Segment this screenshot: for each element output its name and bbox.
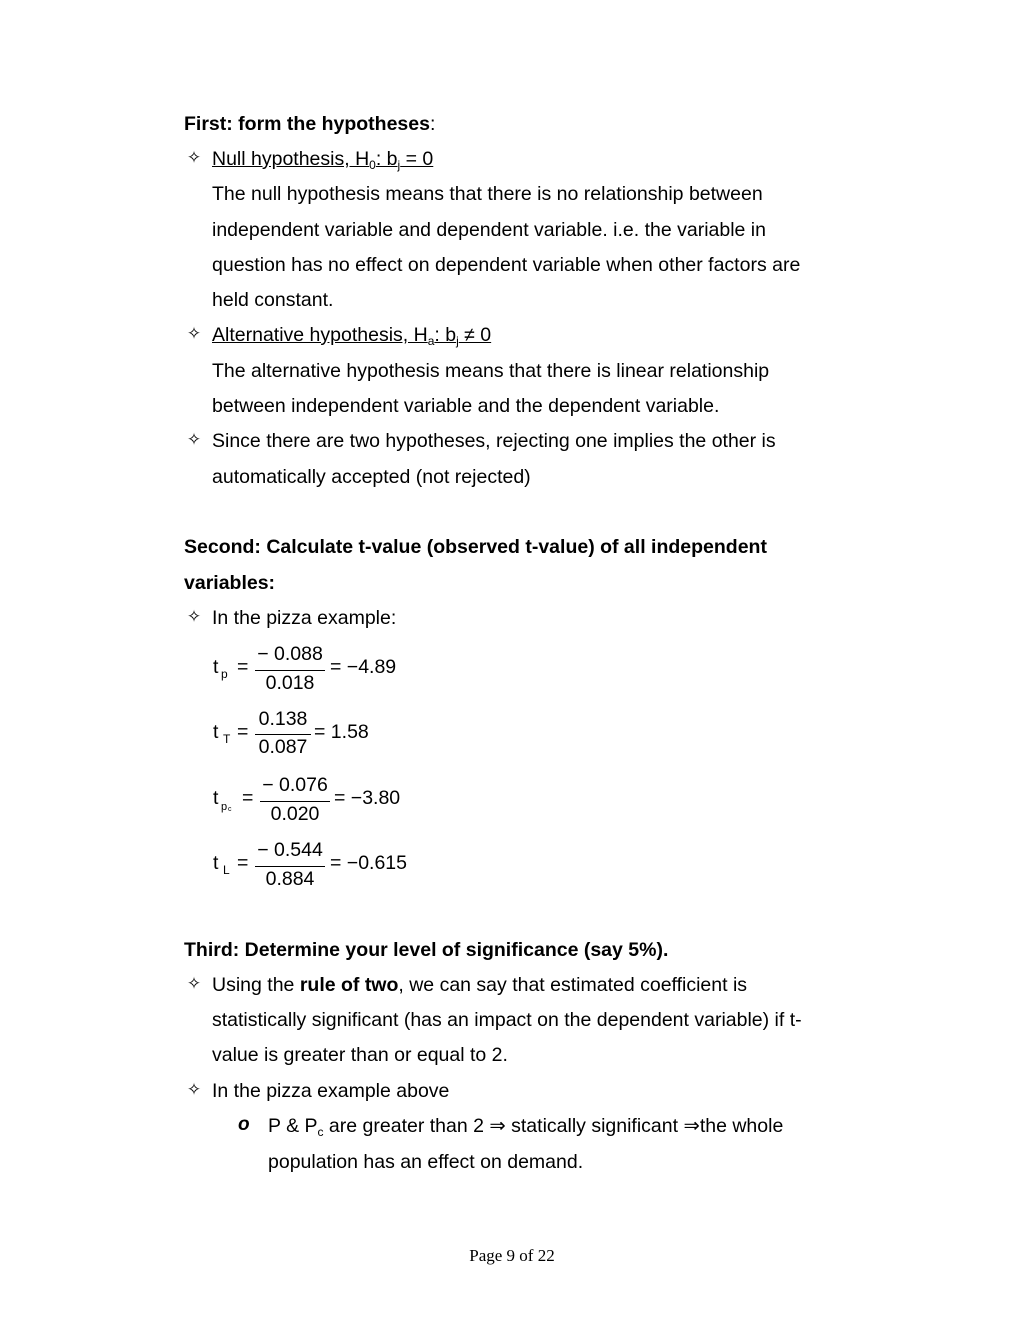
bullet-star-icon: ✧ — [186, 430, 202, 449]
fraction-bar — [255, 734, 311, 735]
equation-tT: t T = 0.138 0.087 = 1.58 — [212, 708, 432, 764]
circle-bullet-icon: o — [238, 1114, 250, 1135]
rule-of-two-line: Using the rule of two, we can say that estimated coefficient is — [212, 974, 748, 996]
null-text-line: held constant. — [212, 289, 334, 311]
null-text-line: The null hypothesis means that there is no relationship between — [212, 183, 763, 205]
null-hypothesis-label: Null hypothesis, $H_0$: $b_j = 0$ — [212, 148, 434, 172]
pizza-above-bullet: In the pizza example above — [212, 1080, 450, 1102]
since-text-line: Since there are two hypotheses, rejecting one implies the other is — [212, 430, 776, 452]
fraction-bar — [255, 866, 325, 867]
page-footer: Page 9 of 22 — [469, 1246, 555, 1265]
implies-arrow-icon: ⇒ — [683, 1115, 700, 1137]
section2-heading: Second: Calculate t-value (observed t-value) of all independent — [184, 536, 767, 558]
significance-line: P & $P_c$ are greater than 2 ⇒ statically significant ⇒the whole — [268, 1115, 784, 1139]
fraction: − 0.544 0.884 — [255, 839, 325, 895]
equation-tp: t p = − 0.088 0.018 = −4.89 — [212, 642, 432, 698]
section1-heading: First: form the hypotheses: — [184, 113, 436, 135]
fraction: − 0.088 0.018 — [255, 642, 325, 698]
pizza-example-bullet: In the pizza example: — [212, 607, 397, 629]
rule-text-line: statistically significant (has an impact on the dependent variable) if t- — [212, 1009, 802, 1031]
section2-heading: variables: — [184, 572, 276, 594]
bullet-star-icon: ✧ — [186, 1080, 202, 1099]
fraction: 0.138 0.087 — [255, 708, 311, 764]
significance-line-2: population has an effect on demand. — [268, 1151, 584, 1173]
bullet-star-icon: ✧ — [186, 607, 202, 626]
fraction-bar — [255, 670, 325, 671]
bullet-star-icon: ✧ — [186, 974, 202, 993]
alt-text-line: between independent variable and the dependent variable. — [212, 395, 720, 417]
bullet-star-icon: ✧ — [186, 324, 202, 343]
bullet-star-icon: ✧ — [186, 148, 202, 167]
equation-tpc: t p c = − 0.076 0.020 = −3.80 — [212, 774, 432, 830]
implies-arrow-icon: ⇒ — [489, 1115, 506, 1137]
null-text-line: independent variable and dependent variable. i.e. the variable in — [212, 219, 766, 241]
since-text-line: automatically accepted (not rejected) — [212, 466, 531, 488]
alternative-hypothesis-label: Alternative hypothesis, $H_a$: $b_j \ne 0$ — [212, 324, 492, 348]
fraction: − 0.076 0.020 — [260, 774, 330, 830]
equation-tL: t L = − 0.544 0.884 = −0.615 — [212, 839, 432, 895]
null-text-line: question has no effect on dependent variable when other factors are — [212, 254, 801, 276]
alt-text-line: The alternative hypothesis means that there is linear relationship — [212, 360, 770, 382]
rule-text-line: value is greater than or equal to 2. — [212, 1044, 508, 1066]
fraction-bar — [260, 801, 330, 802]
section3-heading: Third: Determine your level of significance (say 5%). — [184, 939, 669, 961]
